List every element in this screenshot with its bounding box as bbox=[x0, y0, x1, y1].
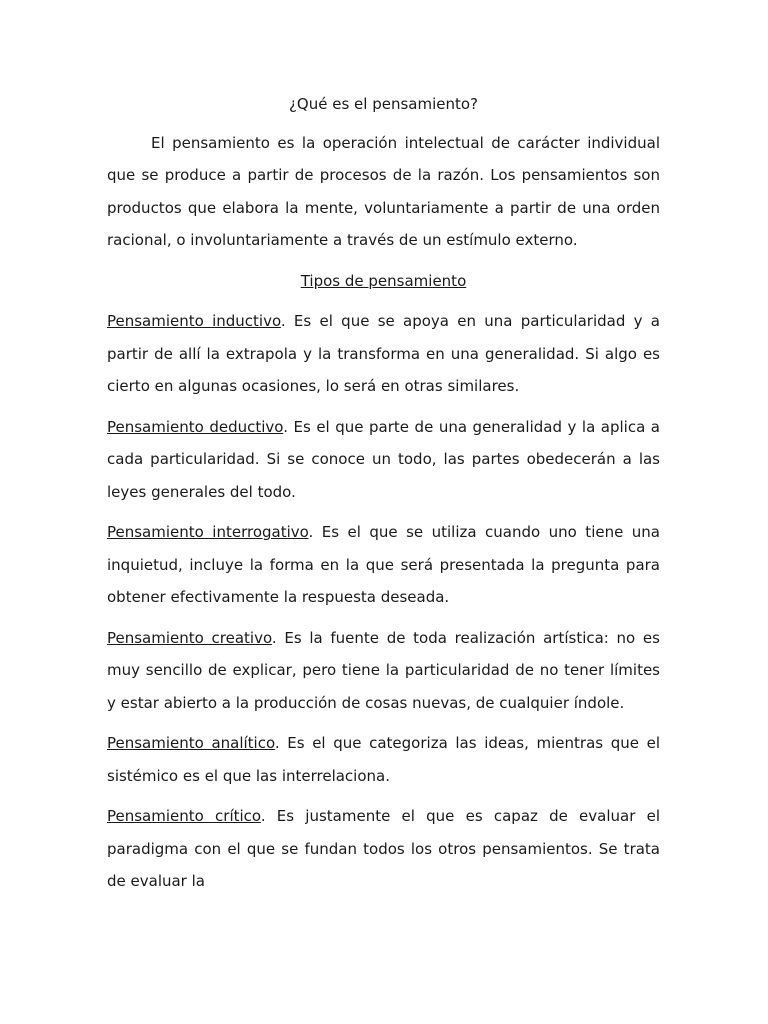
definition-inductivo: . Es el que se apoya en una particularidad y a partir de allí la extrapola y la transforma en una generalidad. Si algo es cierto en algunas ocasiones, lo será en otras similares. bbox=[107, 312, 660, 395]
type-paragraph-critico bbox=[107, 800, 660, 890]
type-paragraph-deductivo bbox=[107, 411, 660, 509]
term-critico: Pensamiento crítico bbox=[107, 807, 261, 825]
definition-critico: . Es justamente el que es capaz de evaluar el paradigma con el que se fundan todos los otros pensamientos. Se trata de evaluar la bbox=[107, 807, 660, 890]
term-interrogativo: Pensamiento interrogativo bbox=[107, 523, 309, 541]
term-analitico: Pensamiento analítico bbox=[107, 734, 275, 752]
section-subtitle: Tipos de pensamiento bbox=[300, 271, 467, 290]
type-paragraph-interrogativo bbox=[107, 516, 660, 614]
definition-analitico: . Es el que categoriza las ideas, mientras que el sistémico es el que las interrelaciona. bbox=[107, 734, 660, 785]
type-paragraph-analitico bbox=[107, 727, 660, 792]
term-creativo: Pensamiento creativo bbox=[107, 628, 272, 647]
document-title: ¿Qué es el pensamiento? bbox=[288, 95, 479, 113]
definition-interrogativo: . Es el que se utiliza cuando uno tiene una inquietud, incluye la forma en la que será presentada la pregunta para obtener efectivamente la respuesta deseada. bbox=[107, 523, 660, 606]
term-deductivo: Pensamiento deductivo bbox=[107, 417, 284, 436]
type-paragraph-inductivo bbox=[107, 305, 660, 403]
intro-paragraph: El pensamiento es la operación intelectual de carácter individual que se produce a partir de procesos de la razón. Los pensamientos son productos que elabora la mente, voluntariamente a partir de una orden racional, o involuntariamente a través de un estímulo externo. bbox=[107, 133, 660, 249]
document-page bbox=[107, 88, 660, 890]
term-inductivo: Pensamiento inductivo bbox=[107, 312, 281, 330]
type-paragraph-creativo bbox=[107, 622, 660, 720]
definition-deductivo: . Es el que parte de una generalidad y la aplica a cada particularidad. Si se conoce un todo, las partes obedecerán a las leyes generales del todo. bbox=[107, 417, 660, 501]
definition-creativo: . Es la fuente de toda realización artística: no es muy sencillo de explicar, pero tiene la particularidad de no tener límites y estar abierto a la producción de cosas nuevas, de cualquier índole. bbox=[107, 628, 660, 712]
